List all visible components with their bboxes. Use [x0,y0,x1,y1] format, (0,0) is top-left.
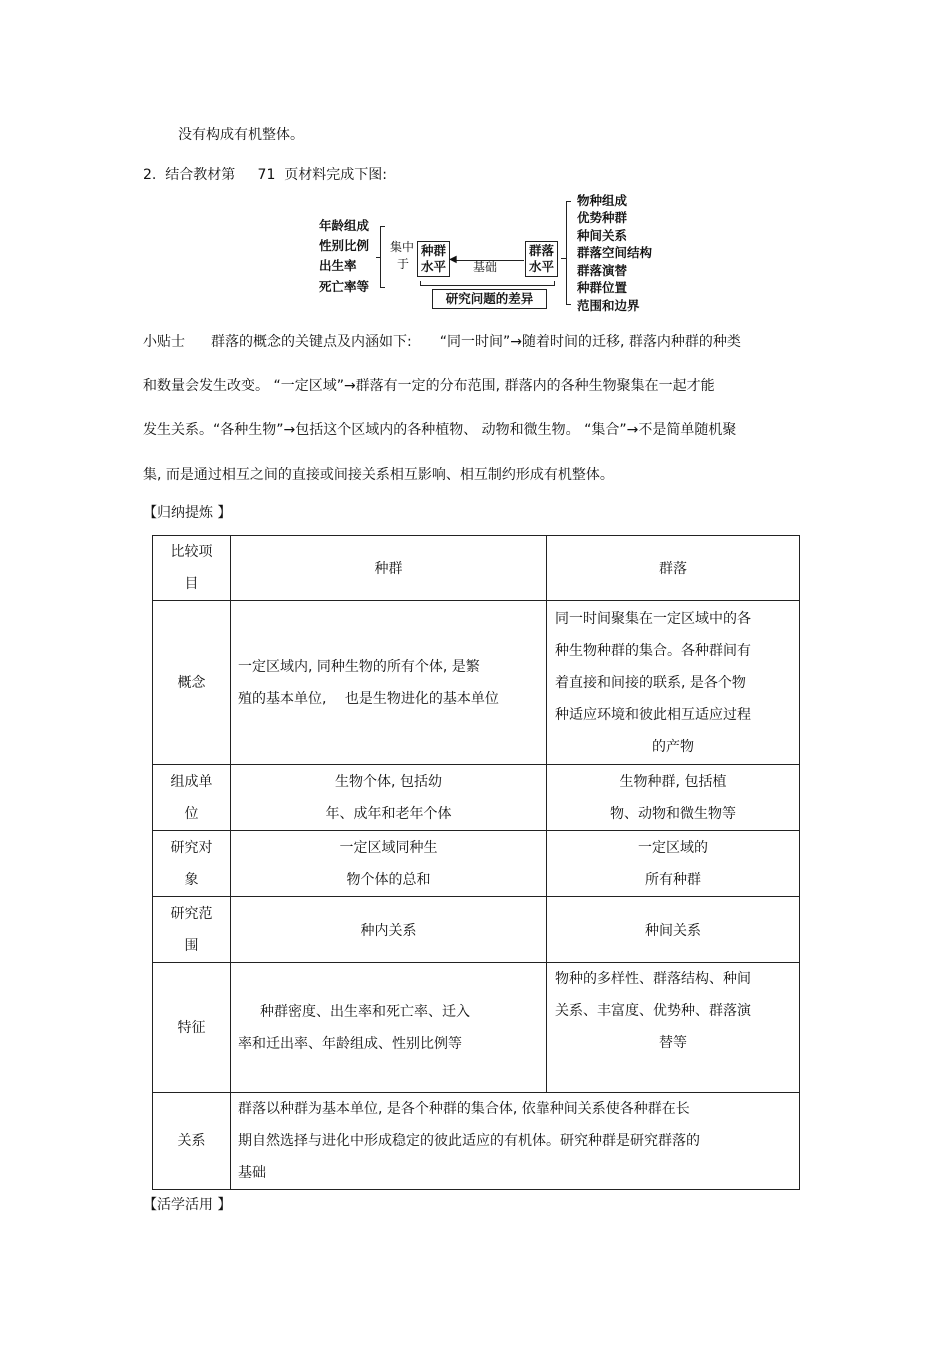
cell-line: 殖的基本单位, 也是生物进化的基本单位 [238,690,499,707]
row-label-relation: 关系 [153,1093,231,1190]
diagram-right-item: 种间关系 [577,228,628,243]
cell-line: 同一时间聚集在一定区域中的各 [555,610,751,627]
header-community-cell: 群落 [547,536,800,601]
cell-line: 生物种群, 包括植 [619,773,727,790]
community-box-line2: 水平 [528,259,554,274]
right-brace-top [566,201,571,202]
right-brace [566,201,567,305]
row-label-line: 研究对 [170,839,213,856]
question-text-1: 结合教材第 [165,167,236,183]
diagram-right-item: 种群位置 [577,280,628,295]
intro-line: 没有构成有机整体。 [178,127,304,143]
header-population-cell: 种群 [231,536,547,601]
row-label-composition [153,765,231,831]
cell-line: 所有种群 [645,871,701,888]
cell-line: 种适应环境和彼此相互适应过程 [555,706,751,723]
arrow-head-icon: ◀ [449,254,457,265]
diagram-left-item: 年龄组成 [319,218,370,233]
diagram-right-item: 范围和边界 [577,298,640,313]
left-brace-bottom [380,287,385,288]
tip-label: 小贴士 [143,334,185,350]
cell-line: 替等 [659,1035,687,1051]
diagram-right-item: 优势种群 [577,210,628,225]
cell-line: 一定区域的 [638,839,708,856]
community-box-line1: 群落 [528,243,554,258]
cell-line: 种群密度、出生率和死亡率、迁入 [260,1003,470,1020]
basis-label: 基础 [473,260,498,274]
table-row [153,831,800,897]
population-scope-cell: 种内关系 [231,897,547,963]
tip-line: 群落的概念的关键点及内涵如下: “同一时间”→随着时间的迁移, 群落内种群的种类 [211,334,741,350]
population-box-line2: 水平 [420,259,446,274]
community-object-cell [547,831,800,897]
population-object-cell [231,831,547,897]
question-2 [143,164,387,184]
relation-merged-cell [231,1093,800,1190]
cell-line: 生物个体, 包括幼 [335,773,442,790]
right-brace-tip [561,258,567,259]
research-difference-box: 研究问题的差异 [432,289,547,309]
bottom-brace-right [554,281,555,286]
header-item-cell [153,536,231,601]
cell-line: 基础 [238,1165,266,1181]
diagram-right-item: 群落演替 [577,263,628,278]
cell-line: 着直接和间接的联系, 是各个物 [555,674,746,691]
diagram-left-item: 死亡率等 [319,279,370,294]
tip-line: 集, 而是通过相互之间的直接或间接关系相互影响、相互制约形成有机整体。 [143,467,614,483]
left-brace-top [380,226,385,227]
comparison-table [152,535,800,1190]
table-row [153,897,800,963]
header-item-line: 目 [184,576,199,592]
right-brace-bottom [566,304,571,305]
diagram-right-item: 群落空间结构 [577,245,653,260]
tip-line: 发生关系。“各种生物”→包括这个区域内的各种植物、 动物和微生物。 “集合”→不是简单随机聚 [143,422,737,438]
question-text-2: 页材料完成下图: [284,167,387,183]
row-label-line: 组成单 [170,773,213,790]
cell-line: 关系、丰富度、优势种、群落演 [555,1003,751,1019]
cell-line: 期自然选择与进化中形成稳定的彼此适应的有机体。研究种群是研究群落的 [238,1133,700,1149]
row-label-concept: 概念 [153,601,231,765]
cell-line: 物个体的总和 [346,871,431,888]
row-label-feature: 特征 [153,963,231,1093]
community-feature-cell [547,963,800,1093]
cell-line: 群落以种群为基本单位, 是各个种群的集合体, 依靠种间关系使各种群在长 [238,1101,690,1117]
cell-line: 一定区域同种生 [339,839,438,856]
diagram-left-item: 性别比例 [319,238,370,253]
diagram-left-item: 出生率 [319,258,357,273]
table-row [153,1093,800,1190]
cell-line: 物、动物和微生物等 [610,805,736,822]
row-label-line: 研究范 [170,905,213,922]
table-row [153,601,800,765]
focus-label-2: 于 [397,257,410,271]
table-header-row [153,536,800,601]
bottom-brace [420,285,555,286]
population-composition-cell [231,765,547,831]
apply-heading: 【活学活用 】 [143,1197,232,1213]
question-number: 2. [143,167,157,183]
row-label-line: 围 [184,937,199,954]
header-item-line: 比较项 [170,544,213,560]
row-label-object [153,831,231,897]
focus-label: 集中 [390,240,415,254]
community-level-box [525,241,558,277]
cell-line: 物种的多样性、群落结构、种间 [555,971,751,987]
community-scope-cell: 种间关系 [547,897,800,963]
tip-line: 和数量会发生改变。 “一定区域”→群落有一定的分布范围, 群落内的各种生物聚集在一起才能 [143,378,715,394]
population-concept-cell [231,601,547,765]
community-concept-cell [547,601,800,765]
row-label-line: 位 [184,805,199,822]
cell-line: 一定区域内, 同种生物的所有个体, 是繁 [238,658,480,675]
cell-line: 年、成年和老年个体 [325,805,452,822]
summary-heading: 【归纳提炼 】 [143,505,232,521]
diagram-right-item: 物种组成 [577,193,628,208]
cell-line: 率和迁出率、年龄组成、性别比例等 [238,1035,462,1052]
population-level-box [417,241,450,277]
cell-line: 种生物种群的集合。各种群间有 [555,642,751,659]
population-feature-cell [231,963,547,1093]
population-box-line1: 种群 [420,243,446,258]
left-brace-tip [376,257,381,258]
table-row [153,765,800,831]
table-row [153,963,800,1093]
community-composition-cell [547,765,800,831]
question-page: 71 [257,167,276,183]
row-label-scope [153,897,231,963]
cell-line: 的产物 [652,738,694,755]
row-label-line: 象 [184,871,199,888]
